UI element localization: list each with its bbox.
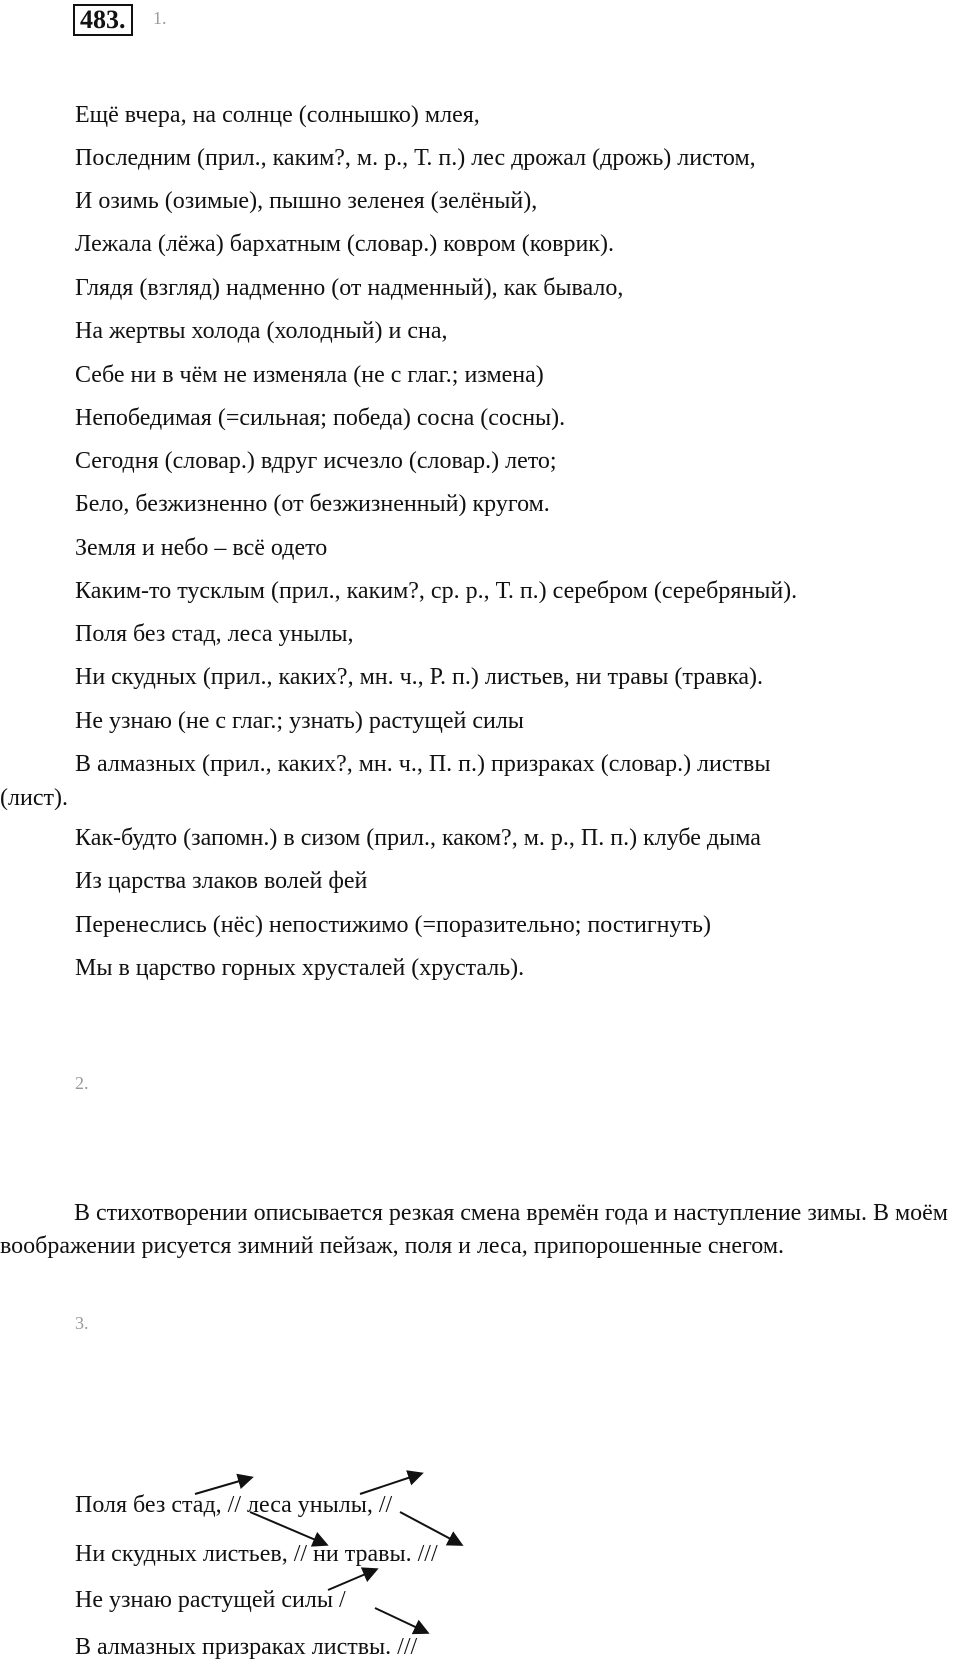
poem-line: Ещё вчера, на солнце (солнышко) млея,: [75, 102, 480, 128]
section-3-number: 3.: [75, 1313, 89, 1333]
poem-line: Сегодня (словар.) вдруг исчезло (словар.) лето;: [75, 448, 557, 474]
poem-line: (лист).: [0, 785, 68, 811]
poem-line: Себе ни в чём не изменяла (не с глаг.; измена): [75, 362, 544, 388]
poem-line: Поля без стад, леса унылы,: [75, 621, 354, 647]
analysis-line: Ни скудных листьев, // ни травы. ///: [75, 1541, 438, 1567]
poem-line: Каким-то тусклым (прил., каким?, ср. р., Т. п.) серебром (серебряный).: [75, 578, 798, 604]
arrow: [375, 1608, 426, 1632]
section-2-number: 2.: [75, 1073, 89, 1093]
poem-line: И озимь (озимые), пышно зеленея (зелёный),: [75, 188, 538, 214]
poem-line: Мы в царство горных хрусталей (хрусталь).: [75, 955, 525, 981]
summary-paragraph: В стихотворении описывается резкая смена времён года и наступление зимы. В моём воображении рисуется зимний пейзаж, поля и леса, припорошенные снегом.: [0, 1200, 948, 1259]
poem-line: Перенеслись (нёс) непостижимо (=поразительно; постигнуть): [75, 912, 711, 938]
analysis-line: Поля без стад, // леса унылы, //: [75, 1492, 393, 1518]
exercise-number: 483.: [73, 4, 133, 36]
section-1-number: 1.: [153, 8, 167, 28]
poem-line: Последним (прил., каким?, м. р., Т. п.) лес дрожал (дрожь) листом,: [75, 145, 756, 171]
poem-line: Бело, безжизненно (от безжизненный) кругом.: [75, 491, 550, 517]
poem-line: Земля и небо – всё одето: [75, 535, 328, 561]
poem-line: Ни скудных (прил., каких?, мн. ч., Р. п.) листьев, ни травы (травка).: [75, 664, 764, 690]
poem-line: Непобедимая (=сильная; победа) сосна (сосны).: [75, 405, 566, 431]
poem-line: Из царства злаков волей фей: [75, 868, 368, 894]
poem-line: Лежала (лёжа) бархатным (словар.) ковром (коврик).: [75, 231, 614, 257]
poem-line: Глядя (взгляд) надменно (от надменный), как бывало,: [75, 275, 624, 301]
poem-line: Как-будто (запомн.) в сизом (прил., каком?, м. р., П. п.) клубе дыма: [75, 825, 761, 851]
poem-line: В алмазных (прил., каких?, мн. ч., П. п.) призраках (словар.) листвы: [75, 751, 771, 777]
analysis-line: В алмазных призраках листвы. ///: [75, 1634, 418, 1660]
analysis-line: Не узнаю растущей силы /: [75, 1587, 346, 1613]
poem-line: Не узнаю (не с глаг.; узнать) растущей силы: [75, 708, 524, 734]
poem-line: На жертвы холода (холодный) и сна,: [75, 318, 448, 344]
